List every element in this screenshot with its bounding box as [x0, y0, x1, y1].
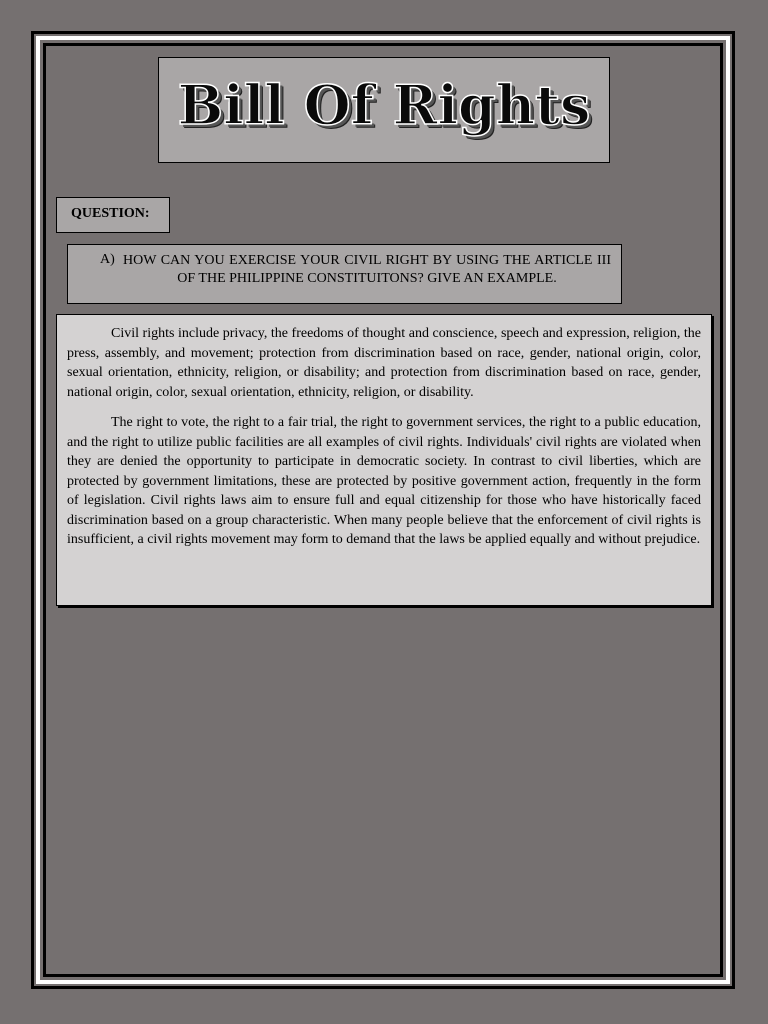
answer-box — [56, 314, 712, 606]
title-banner — [158, 57, 610, 163]
question-marker: A) — [100, 252, 115, 267]
question-text: HOW CAN YOU EXERCISE YOUR CIVIL RIGHT BY USING THE ARTICLE III OF THE PHILIPPINE CONSTITUITONS? GIVE AN EXAMPLE. — [123, 253, 611, 286]
answer-paragraph-1: Civil rights include privacy, the freedoms of thought and conscience, speech and expression, religion, the press, assembly, and movement; protection from discrimination based on race, gender, national origin, color, sexual orientation, ethnicity, religion, or disability; and protection from discrimination based on race, gender, national origin, color, sexual orientation, ethnicity, religion, or disability. — [67, 326, 701, 400]
question-label-box — [56, 197, 170, 233]
page-title: Bill Of Rights — [177, 73, 591, 137]
question-label: QUESTION: — [71, 206, 150, 221]
answer-paragraph-2: The right to vote, the right to a fair trial, the right to government services, the right to a public education, and the right to utilize public facilities are all examples of civil rights. Individuals' civil rights are violated when they are denied the opportunity to participate in democratic society. In contrast to civil liberties, which are protected by government limitations, these are protected by positive government action, frequently in the form of legislation. Civil rights laws aim to ensure full and equal citizenship for those who have historically faced discrimination based on a group characteristic. When many people believe that the enforcement of civil rights is insufficient, a civil rights movement may form to demand that the laws be applied equally and without prejudice. — [67, 415, 701, 547]
question-box — [67, 244, 622, 304]
